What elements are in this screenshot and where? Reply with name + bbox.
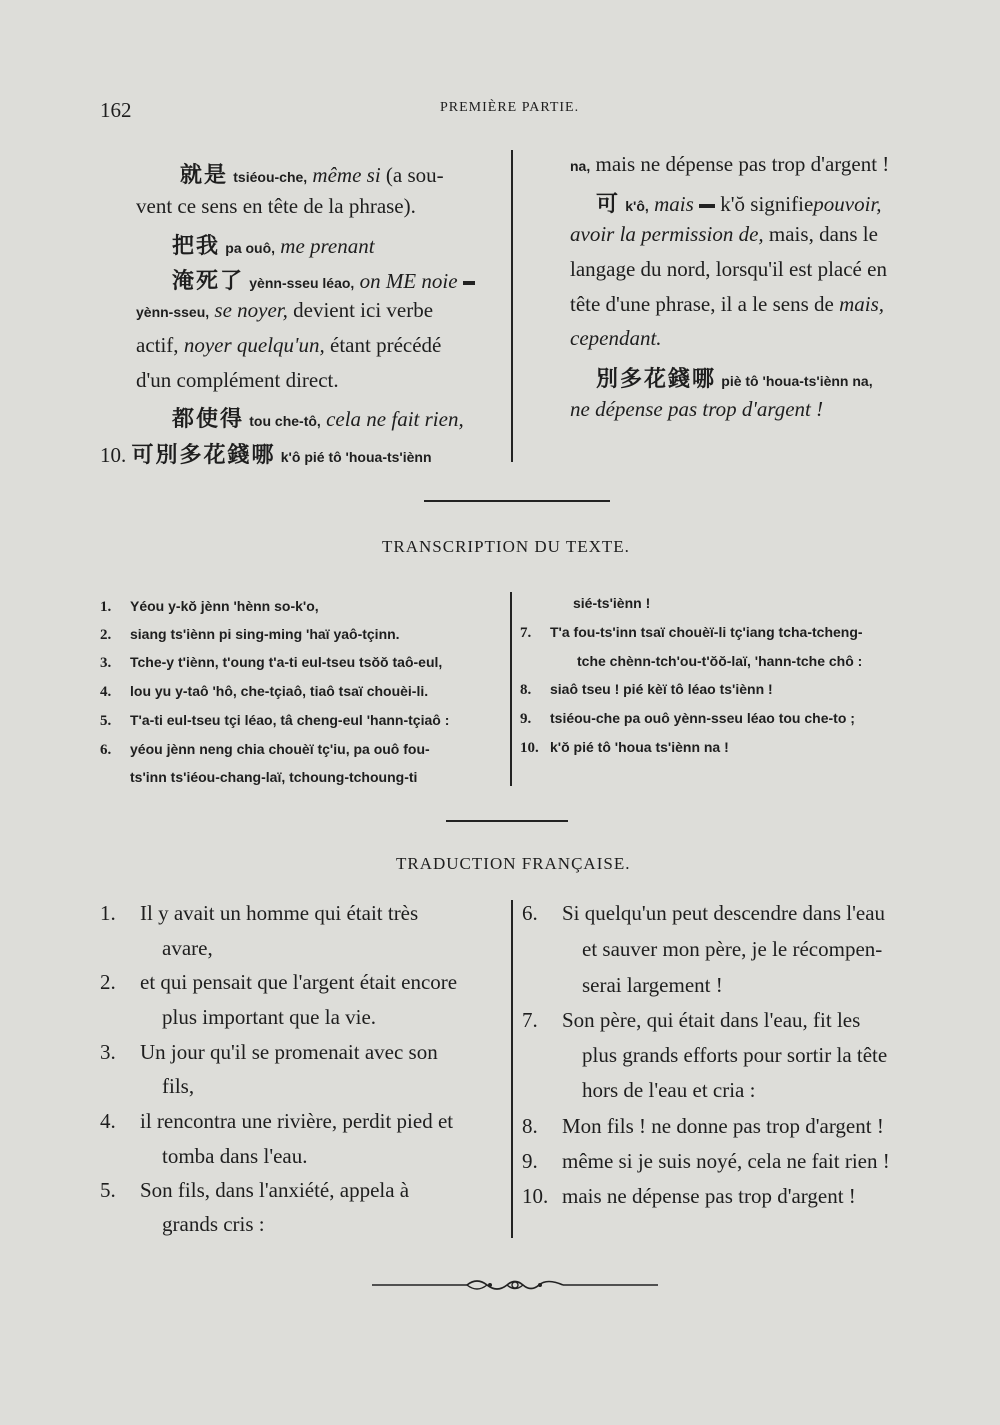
translation-line: 9. même si je suis noyé, cela ne fait rien ! — [522, 1149, 890, 1173]
chinese-term: 可 — [596, 192, 621, 217]
running-title: PREMIÈRE PARTIE. — [440, 100, 580, 115]
gloss: même si — [312, 163, 381, 187]
translation-line: 6. Si quelqu'un peut descendre dans l'eau — [522, 901, 886, 925]
vocab-line — [570, 397, 823, 422]
chinese-term: 淹死了 — [172, 269, 245, 294]
vocab-line — [570, 292, 884, 317]
gloss-note: devient ici verbe — [287, 298, 434, 322]
dash-mark — [463, 281, 475, 285]
gloss: se noyer, — [214, 298, 288, 322]
gloss: mais, — [839, 292, 885, 316]
chinese-term: 可別多花錢哪 — [131, 443, 276, 468]
translation-line: 2. et qui pensait que l'argent était encore — [100, 970, 458, 994]
section-rule — [424, 500, 610, 502]
transcription-line: 1. Yéou y-kŏ jènn 'hènn so-k'o, — [100, 598, 319, 615]
vocab-line — [172, 402, 464, 433]
romanization: pa ouô, — [225, 240, 276, 256]
column-divider — [511, 900, 513, 1238]
transcription-line: 4. lou yu y-taô 'hô, che-tçiaô, tiaô tsaï chouèi-li. — [100, 683, 429, 700]
vocab-line — [180, 158, 444, 189]
gloss-note: (a sou- — [380, 163, 444, 187]
romanization: tou che-tô, — [249, 413, 321, 429]
romanization: yènn-sseu, — [136, 304, 210, 320]
vocab-line — [172, 229, 375, 260]
gloss: ne dépense pas trop d'argent ! — [570, 397, 824, 421]
transcription-line: 8. siaô tseu ! pié kèï tô léao ts'iènn ! — [520, 681, 773, 698]
translation-line: 5. Son fils, dans l'anxiété, appela à — [100, 1178, 410, 1202]
line-number: 10. — [100, 443, 127, 467]
gloss: noyer quelqu'un, — [183, 333, 325, 357]
transcription-line: ts'inn ts'iéou-chang-laï, tchoung-tchoung-ti — [130, 769, 418, 785]
gloss-note: actif, — [136, 333, 179, 357]
dash-mark — [699, 204, 715, 208]
chinese-term: 就是 — [180, 163, 229, 188]
vocab-line — [172, 264, 475, 295]
romanization: piè tô 'houa-ts'iènn na, — [721, 373, 873, 389]
translation-line: grands cris : — [162, 1212, 265, 1236]
chinese-term: 都使得 — [172, 407, 245, 432]
gloss-note: tête d'une phrase, il a le sens de — [570, 292, 834, 316]
translation-line: plus grands efforts pour sortir la tête — [582, 1043, 888, 1067]
ornament-icon — [372, 1274, 658, 1296]
translation-line: et sauver mon père, je le récompen- — [582, 937, 883, 961]
romanization: k'ô, — [625, 198, 649, 214]
translation-line: 3. Un jour qu'il se promenait avec son — [100, 1040, 438, 1064]
vocab-line: langage du nord, lorsqu'il est placé en — [570, 257, 887, 281]
gloss: pouvoir, — [813, 192, 882, 216]
translation-line: plus important que la vie. — [162, 1005, 377, 1029]
chinese-term: 別多花錢哪 — [596, 367, 717, 392]
vocab-line — [570, 326, 662, 351]
vocab-line — [136, 333, 441, 358]
romanization: tsiéou-che, — [233, 169, 308, 185]
gloss-note: mais ne dépense pas trop d'argent ! — [590, 152, 890, 176]
translation-line: fils, — [162, 1074, 195, 1098]
vocab-line — [136, 298, 433, 323]
vocab-line — [596, 187, 882, 218]
gloss-note: étant précédé — [324, 333, 442, 357]
romanization: yènn-sseu léao, — [249, 275, 355, 291]
gloss: on ME noie — [359, 269, 458, 293]
transcription-line: sié-ts'iènn ! — [573, 595, 651, 611]
translation-line: 10. mais ne dépense pas trop d'argent ! — [522, 1184, 856, 1208]
transcription-line: 9. tsiéou-che pa ouô yènn-sseu léao tou che-to ; — [520, 710, 855, 727]
gloss-note: k'ŏ signifie — [720, 192, 814, 216]
translation-line: hors de l'eau et cria : — [582, 1078, 756, 1102]
romanization: k'ô pié tô 'houa-ts'iènn — [280, 449, 432, 465]
gloss: avoir la permission de, — [570, 222, 764, 246]
transcription-line: 2. siang ts'iènn pi sing-ming 'haï yaô-tçinn. — [100, 626, 400, 643]
transcription-line: 7. T'a fou-ts'inn tsaï chouèï-li tç'iang tcha-tcheng- — [520, 624, 863, 641]
translation-line: avare, — [162, 936, 213, 960]
romanization: na, — [570, 158, 591, 174]
translation-line: serai largement ! — [582, 973, 723, 997]
column-divider — [511, 150, 513, 462]
transcription-title: TRANSCRIPTION DU TEXTE. — [382, 537, 630, 556]
vocab-line — [570, 152, 889, 177]
translation-line: 7. Son père, qui était dans l'eau, fit les — [522, 1008, 861, 1032]
transcription-line: tche chènn-tch'ou-t'ŏŏ-laï, 'hann-tche chô : — [577, 653, 863, 669]
chinese-term: 把我 — [172, 234, 221, 259]
translation-line: 8. Mon fils ! ne donne pas trop d'argent ! — [522, 1114, 884, 1138]
vocab-line — [100, 438, 432, 469]
gloss: me prenant — [280, 234, 375, 258]
gloss: mais — [654, 192, 694, 216]
vocab-line — [570, 222, 878, 247]
gloss: cependant. — [570, 326, 662, 350]
vocab-line: vent ce sens en tête de la phrase). — [136, 194, 416, 218]
transcription-line: 6. yéou jènn neng chia chouèï tç'iu, pa ouô fou- — [100, 741, 430, 758]
transcription-line: 10. k'ŏ pié tô 'houa ts'iènn na ! — [520, 739, 729, 756]
column-divider — [510, 592, 512, 786]
page-number: 162 — [100, 98, 132, 122]
translation-line: tomba dans l'eau. — [162, 1144, 308, 1168]
vocab-line — [596, 362, 873, 393]
gloss: cela ne fait rien, — [326, 407, 464, 431]
translation-line: 4. il rencontra une rivière, perdit pied et — [100, 1109, 454, 1133]
translation-title: TRADUCTION FRANÇAISE. — [396, 854, 631, 873]
gloss-note: mais, dans le — [763, 222, 878, 246]
section-rule — [446, 820, 568, 822]
transcription-line: 3. Tche-y t'iènn, t'oung t'a-ti eul-tseu tsŏŏ taô-eul, — [100, 654, 443, 671]
translation-line: 1. Il y avait un homme qui était très — [100, 901, 419, 925]
transcription-line: 5. T'a-ti eul-tseu tçi léao, tâ cheng-eul 'hann-tçiaô : — [100, 712, 450, 729]
vocab-line: d'un complément direct. — [136, 368, 339, 392]
